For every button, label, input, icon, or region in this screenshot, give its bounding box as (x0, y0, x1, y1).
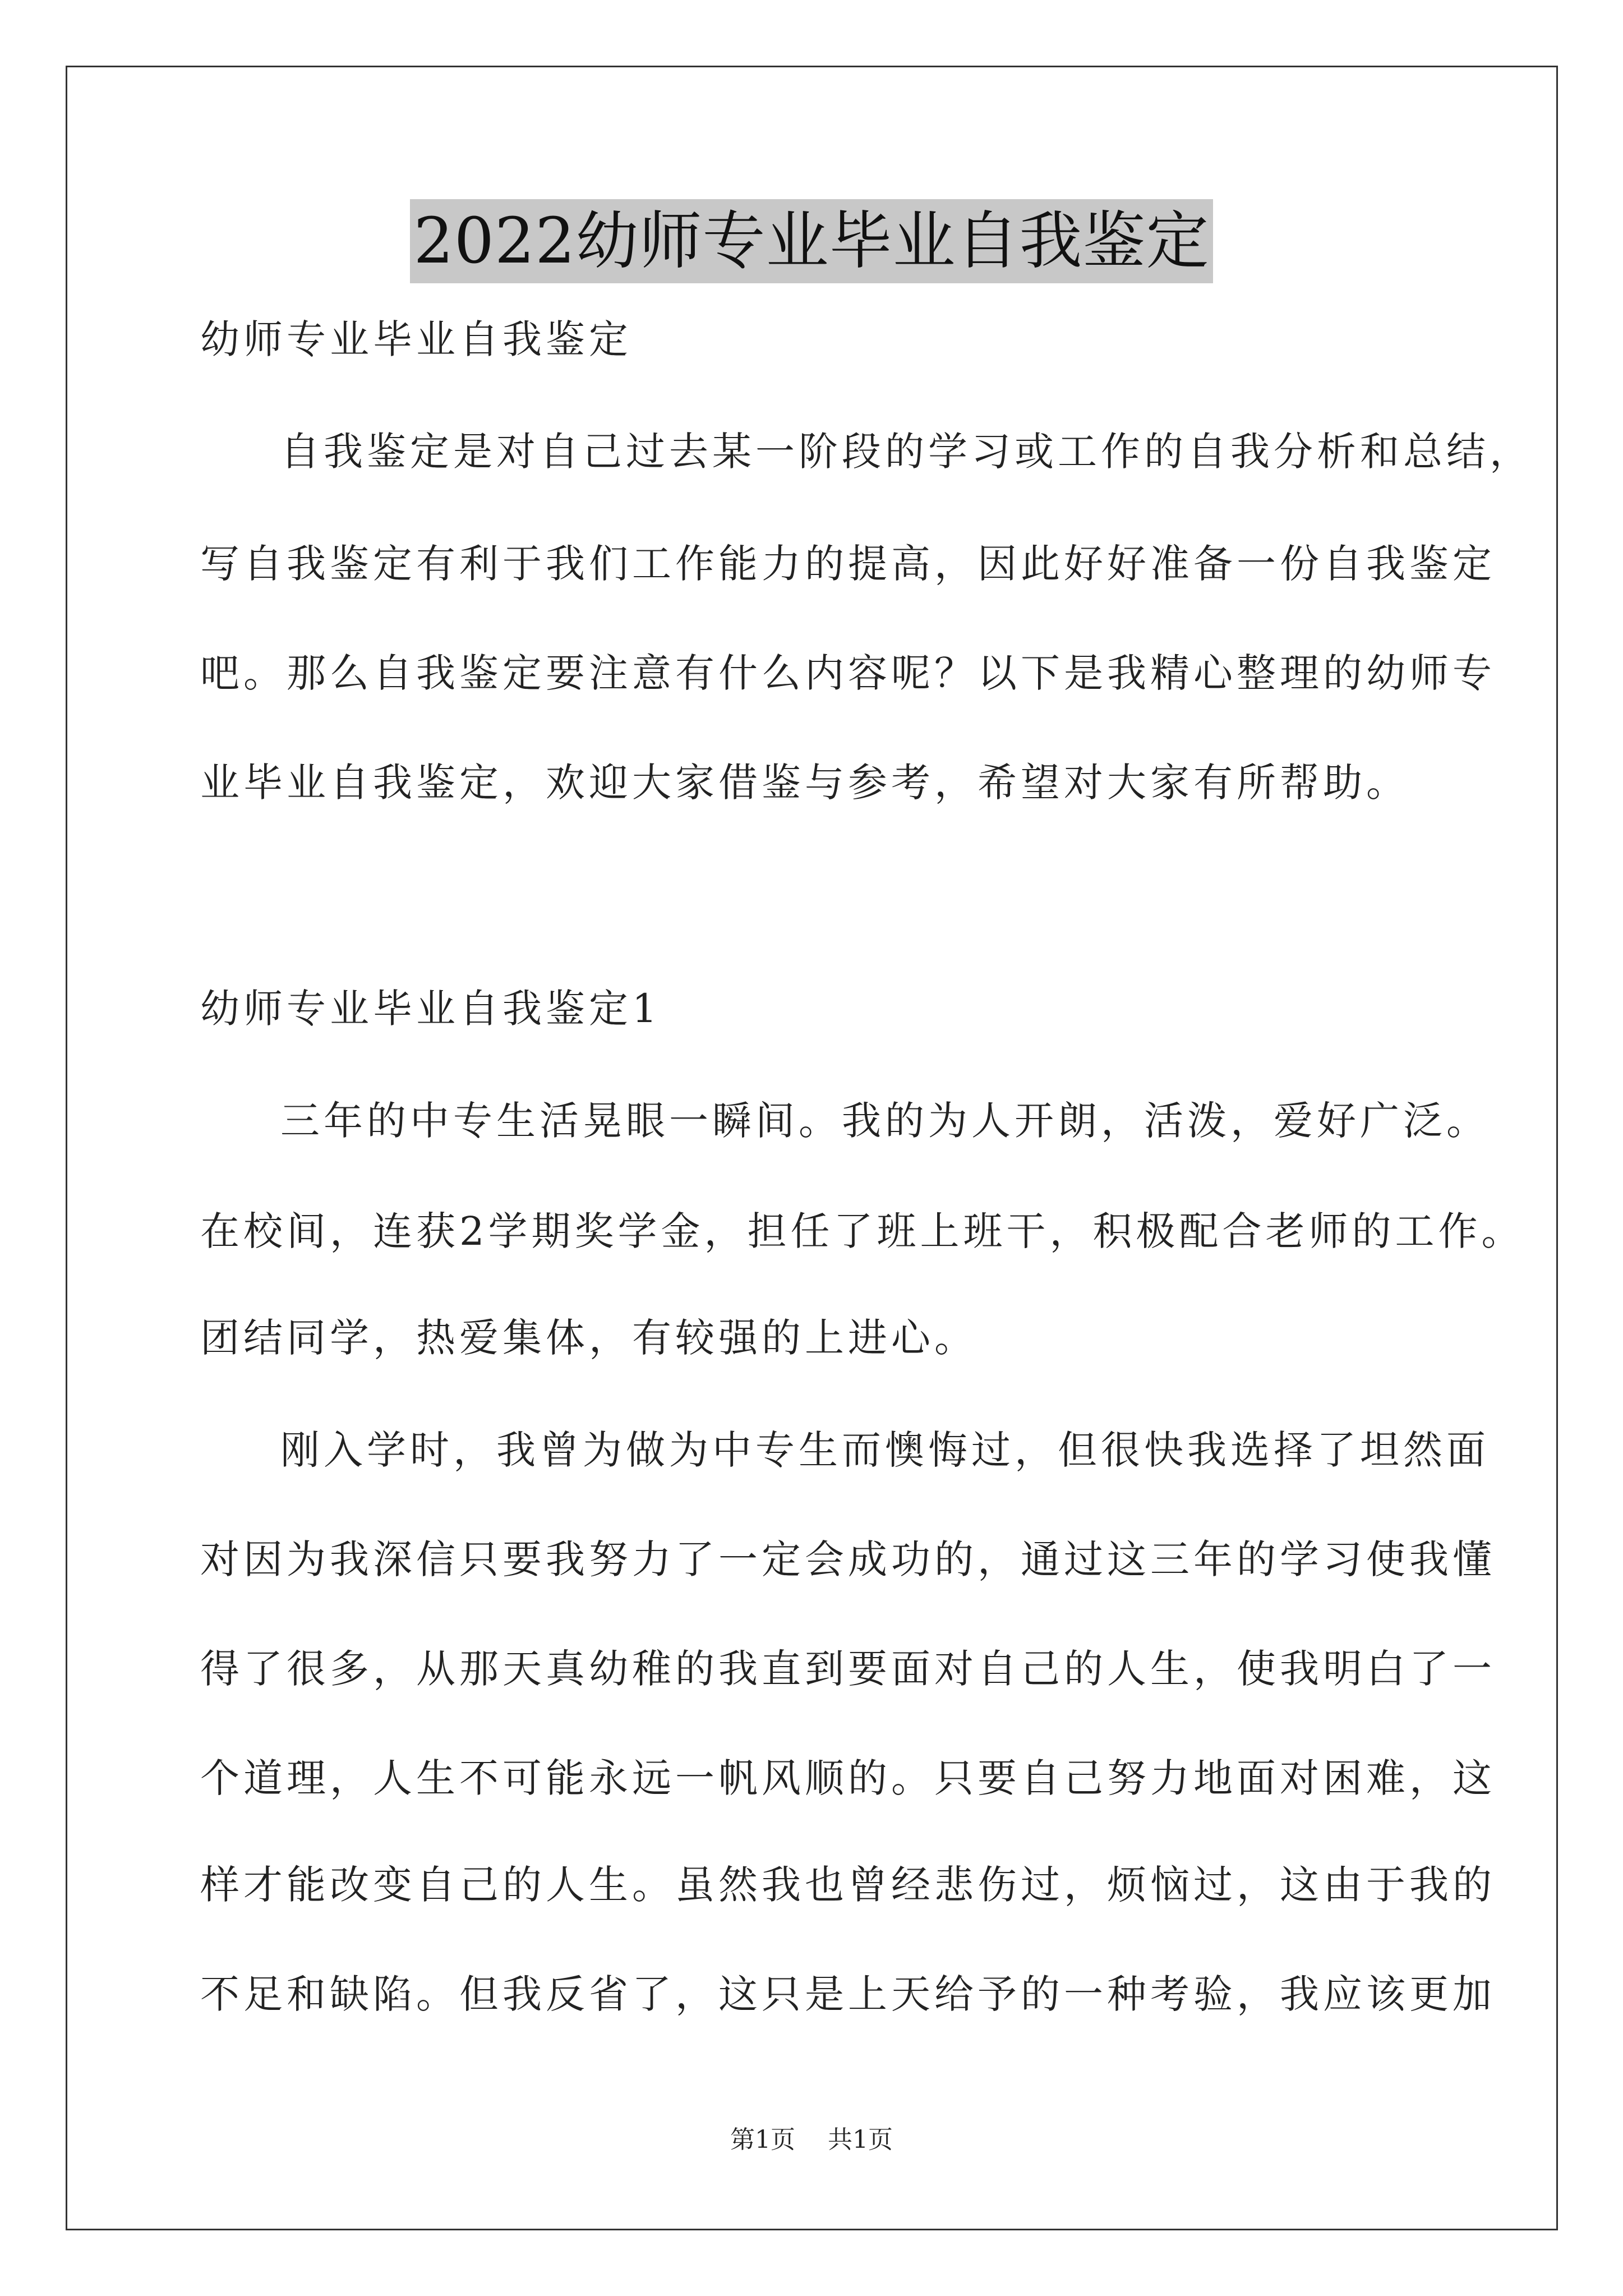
paragraph-line: 团结同学，热爱集体，有较强的上进心。 (200, 1315, 978, 1361)
document-title: 2022幼师专业毕业自我鉴定 (410, 199, 1212, 283)
paragraph-line: 个道理，人生不可能永远一帆风顺的。只要自己努力地面对困难，这 (200, 1755, 1496, 1801)
paragraph-line: 在校间，连获2学期奖学金，担任了班上班干，积极配合老师的工作。 (200, 1208, 1525, 1254)
paragraph-line: 三年的中专生活晃眼一瞬间。我的为人开朗，活泼，爱好广泛。 (280, 1098, 1490, 1144)
section-heading: 幼师专业毕业自我鉴定 (200, 316, 632, 362)
page-number: 第1页 (730, 2125, 795, 2154)
paragraph-line: 对因为我深信只要我努力了一定会成功的，通过这三年的学习使我懂 (200, 1536, 1496, 1582)
paragraph-line: 业毕业自我鉴定，欢迎大家借鉴与参考，希望对大家有所帮助。 (200, 760, 1409, 806)
page-footer (0, 2123, 1623, 2157)
paragraph-line: 得了很多，从那天真幼稚的我直到要面对自己的人生，使我明白了一 (200, 1646, 1496, 1692)
paragraph-line: 自我鉴定是对自己过去某一阶段的学习或工作的自我分析和总结， (280, 429, 1533, 475)
section-heading: 幼师专业毕业自我鉴定1 (200, 986, 661, 1032)
paragraph-line: 写自我鉴定有利于我们工作能力的提高，因此好好准备一份自我鉴定 (200, 541, 1496, 587)
title-container (0, 199, 1623, 283)
paragraph-line: 不足和缺陷。但我反省了，这只是上天给予的一种考验，我应该更加 (200, 1971, 1496, 2017)
paragraph-line: 吧。那么自我鉴定要注意有什么内容呢？以下是我精心整理的幼师专 (200, 650, 1496, 696)
page-total: 共1页 (828, 2125, 893, 2154)
paragraph-line: 样才能改变自己的人生。虽然我也曾经悲伤过，烦恼过，这由于我的 (200, 1862, 1496, 1908)
paragraph-line: 刚入学时，我曾为做为中专生而懊悔过，但很快我选择了坦然面 (280, 1427, 1490, 1473)
